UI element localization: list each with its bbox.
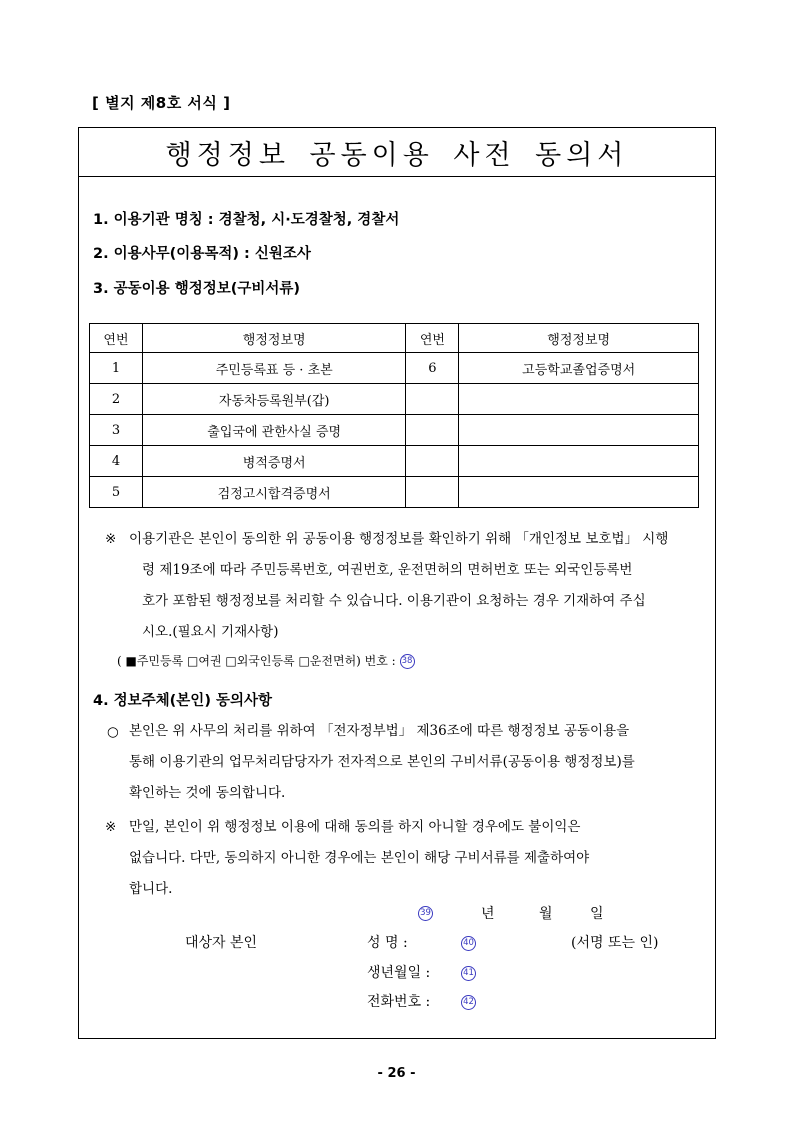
header-doc-name-1: 행정정보명 xyxy=(142,324,406,353)
consent-line: 본인은 위 사무의 처리를 위하여 「전자정부법」 제36조에 따른 행정정보 공동이용을 xyxy=(129,723,630,739)
consent-line: 확인하는 것에 동의합니다. xyxy=(129,785,286,801)
header-no-1: 연번 xyxy=(90,324,143,353)
notice-line: 없습니다. 다만, 동의하지 아니한 경우에는 본인이 해당 구비서류를 제출하여야 xyxy=(129,850,590,866)
consent-form xyxy=(78,127,716,1039)
signature-note: (서명 또는 인) xyxy=(571,935,659,951)
cell: 출입국에 관한사실 증명 xyxy=(142,415,406,446)
cell xyxy=(459,477,699,508)
header-doc-name-2: 행정정보명 xyxy=(459,324,699,353)
cell xyxy=(459,415,699,446)
field-number-badge: 42 xyxy=(461,995,476,1010)
section-1-agency: 1. 이용기관 명칭 : 경찰청, 시·도경찰청, 경찰서 xyxy=(93,212,400,228)
consent-line: 통해 이용기관의 업무처리담당자가 전자적으로 본인의 구비서류(공동이용 행정정보)를 xyxy=(129,754,635,770)
cell xyxy=(406,477,459,508)
cell: 고등학교졸업증명서 xyxy=(459,353,699,384)
cell: 6 xyxy=(406,353,459,384)
cell: 자동차등록원부(갑) xyxy=(142,384,406,415)
cell xyxy=(406,446,459,477)
cell: 병적증명서 xyxy=(142,446,406,477)
section-2-purpose: 2. 이용사무(이용목적) : 신원조사 xyxy=(93,246,311,262)
year-label: 년 xyxy=(481,906,495,922)
table-row xyxy=(90,384,699,415)
cell: 주민등록표 등 · 초본 xyxy=(142,353,406,384)
title-box xyxy=(79,128,715,177)
table-header-row xyxy=(90,324,699,353)
cell: 4 xyxy=(90,446,143,477)
form-tag: [ 별지 제8호 서식 ] xyxy=(92,94,231,112)
consent-text xyxy=(129,716,709,809)
month-label: 월 xyxy=(539,906,553,922)
cell: 1 xyxy=(90,353,143,384)
section-3-documents: 3. 공동이용 행정정보(구비서류) xyxy=(93,281,301,297)
table-row xyxy=(90,415,699,446)
notice-line: 이용기관은 본인이 동의한 위 공동이용 행정정보를 확인하기 위해 「개인정보 보호법」 시행 xyxy=(129,531,669,547)
name-label: 성 명 : xyxy=(367,935,408,951)
cell: 3 xyxy=(90,415,143,446)
field-number-badge: 41 xyxy=(461,966,476,981)
disadvantage-notice xyxy=(129,812,709,905)
table-row xyxy=(90,353,699,384)
table-row xyxy=(90,446,699,477)
notice-mark: ※ xyxy=(105,531,117,547)
notice-line: 령 제19조에 따라 주민등록번호, 여권번호, 운전면허의 면허번호 또는 외국인등록번 xyxy=(142,562,633,578)
cell xyxy=(406,415,459,446)
form-title: 행정정보 공동이용 사전 동의서 xyxy=(165,139,629,171)
cell: 2 xyxy=(90,384,143,415)
cell xyxy=(459,446,699,477)
section-4-consent: 4. 정보주체(본인) 동의사항 xyxy=(93,693,273,709)
documents-table xyxy=(89,323,699,508)
cell xyxy=(406,384,459,415)
cell: 5 xyxy=(90,477,143,508)
notice-line: 호가 포함된 행정정보를 처리할 수 있습니다. 이용기관이 요청하는 경우 기재하여 주십 xyxy=(142,593,646,609)
cell xyxy=(459,384,699,415)
notice-line: 합니다. xyxy=(129,881,173,897)
bullet-circle: ○ xyxy=(107,724,119,740)
phone-label: 전화번호 : xyxy=(367,994,431,1010)
birth-label: 생년월일 : xyxy=(367,965,431,981)
field-number-badge: 40 xyxy=(461,936,476,951)
id-type-line xyxy=(117,646,415,677)
day-label: 일 xyxy=(590,906,604,922)
privacy-notice xyxy=(129,524,709,648)
id-type-options: ( ■주민등록 □여권 □외국인등록 □운전면허) 번호 : xyxy=(117,654,396,668)
notice-line: 만일, 본인이 위 행정정보 이용에 대해 동의를 하지 아니할 경우에도 불이익은 xyxy=(129,819,581,835)
notice-line: 시오.(필요시 기재사항) xyxy=(142,624,279,640)
field-number-badge: 39 xyxy=(418,906,433,921)
cell: 검정고시합격증명서 xyxy=(142,477,406,508)
field-number-badge: 38 xyxy=(400,654,415,669)
notice-mark: ※ xyxy=(105,819,117,835)
header-no-2: 연번 xyxy=(406,324,459,353)
subject-label: 대상자 본인 xyxy=(185,935,258,951)
page-number: - 26 - xyxy=(377,1066,416,1081)
table-row xyxy=(90,477,699,508)
